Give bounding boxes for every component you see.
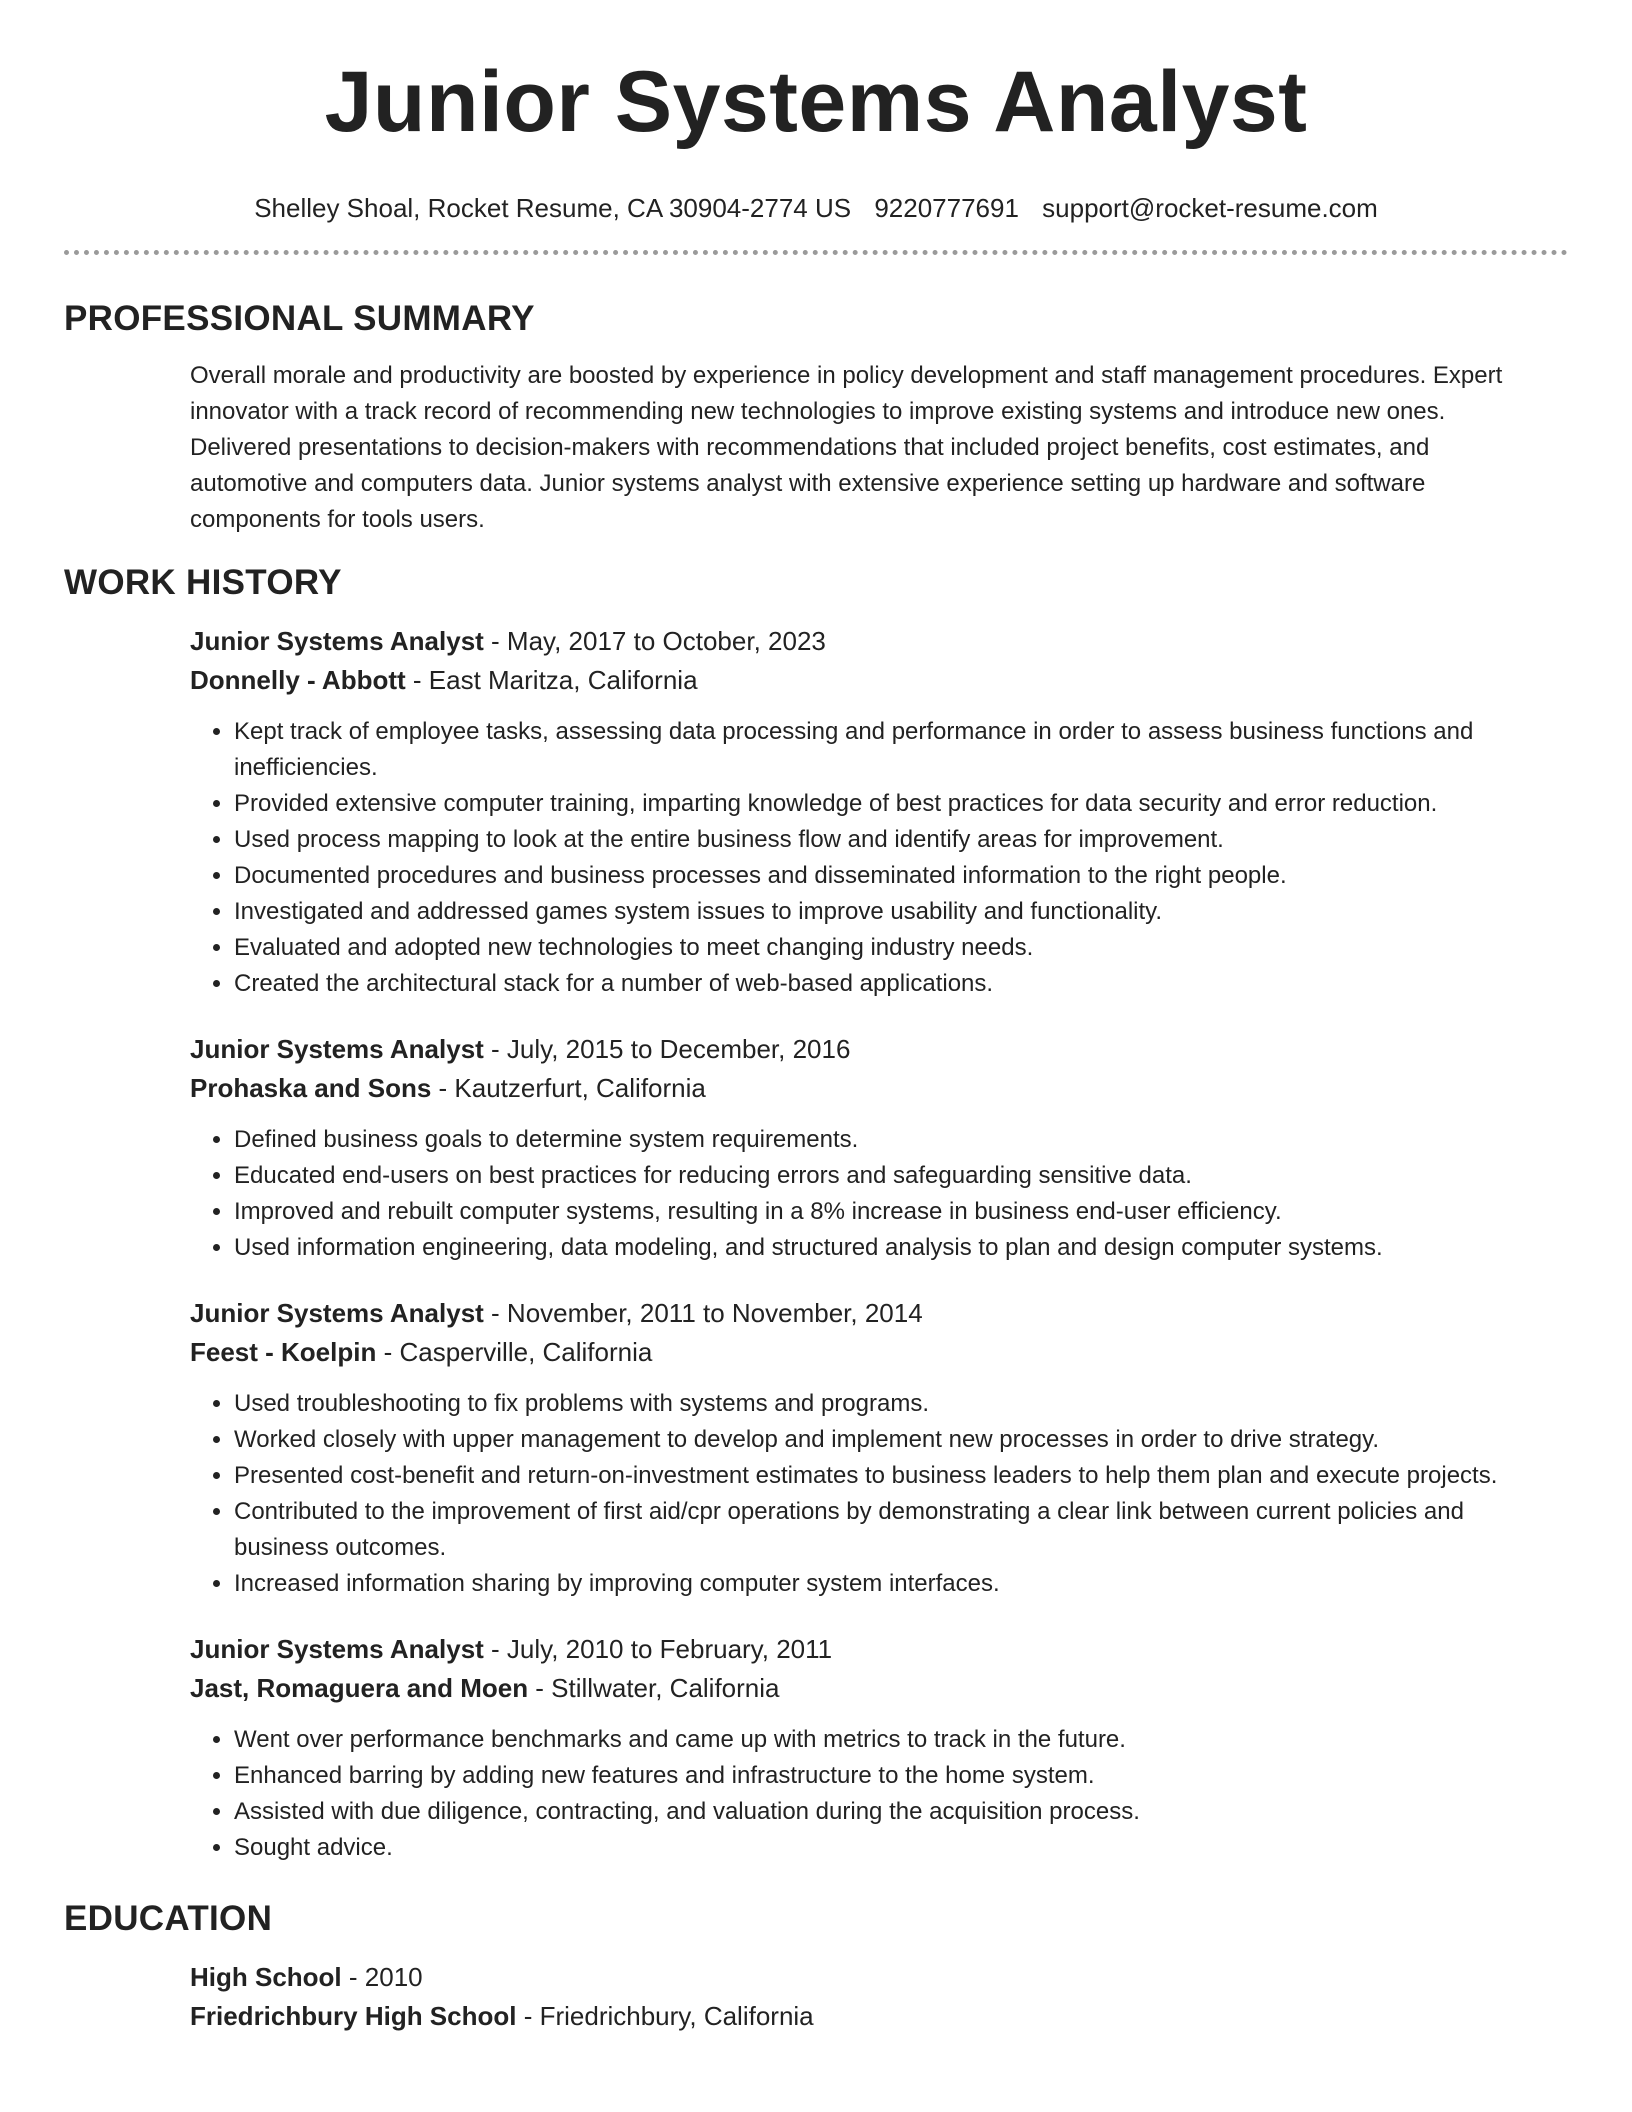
summary-body bbox=[190, 358, 1550, 538]
job-entry bbox=[190, 1030, 1550, 1266]
summary-heading: PROFESSIONAL SUMMARY bbox=[64, 299, 535, 338]
job-bullet: • Provided extensive computer training, imparting knowledge of best practices for data security and error reduction. bbox=[234, 786, 1550, 822]
job-dates: - May, 2017 to October, 2023 bbox=[483, 626, 826, 656]
job-title-line bbox=[190, 1630, 1550, 1669]
job-bullet: • Contributed to the improvement of first aid/cpr operations by demonstrating a clear link between current policies and business outcomes. bbox=[234, 1494, 1550, 1566]
work-history-heading: WORK HISTORY bbox=[64, 563, 342, 602]
job-company: Jast, Romaguera and Moen bbox=[190, 1673, 529, 1703]
job-title-line bbox=[190, 1030, 1550, 1069]
summary-text: Overall morale and productivity are boosted by experience in policy development and staff management procedures. Expert innovator with a track record of recommending new technologies to improve existing systems and introduce new ones. Delivered presentations to decision-makers with recommendations that included project benefits, cost estimates, and automotive and computers data. Junior systems analyst with extensive experience setting up hardware and software components for tools users. bbox=[190, 362, 1503, 533]
job-bullet: • Went over performance benchmarks and came up with metrics to track in the future. bbox=[234, 1722, 1550, 1758]
job-bullet: • Created the architectural stack for a number of web-based applications. bbox=[234, 966, 1550, 1002]
job-bullet: • Used process mapping to look at the entire business flow and identify areas for improvement. bbox=[234, 822, 1550, 858]
job-bullet: • Documented procedures and business processes and disseminated information to the right people. bbox=[234, 858, 1550, 894]
job-bullet: • Evaluated and adopted new technologies to meet changing industry needs. bbox=[234, 930, 1550, 966]
job-entry bbox=[190, 622, 1550, 1002]
job-dates: - July, 2015 to December, 2016 bbox=[483, 1034, 851, 1064]
job-company: Prohaska and Sons bbox=[190, 1073, 432, 1103]
job-bullets bbox=[190, 1722, 1550, 1866]
job-company: Feest - Koelpin bbox=[190, 1337, 377, 1367]
job-dates: - November, 2011 to November, 2014 bbox=[483, 1298, 923, 1328]
job-company-line bbox=[190, 1069, 1550, 1108]
job-bullets bbox=[190, 1122, 1550, 1266]
job-dates: - July, 2010 to February, 2011 bbox=[483, 1634, 833, 1664]
job-location: - East Maritza, California bbox=[405, 665, 698, 695]
job-bullet: • Worked closely with upper management to develop and implement new processes in order to drive strategy. bbox=[234, 1422, 1550, 1458]
education-degree: High School bbox=[190, 1962, 342, 1992]
header-divider bbox=[64, 250, 1568, 255]
job-bullets bbox=[190, 714, 1550, 1002]
job-bullet: • Educated end-users on best practices for reducing errors and safeguarding sensitive data. bbox=[234, 1158, 1550, 1194]
job-company-line bbox=[190, 661, 1550, 700]
job-company-line bbox=[190, 1333, 1550, 1372]
education-location: - Friedrichbury, California bbox=[516, 2001, 814, 2031]
job-bullet: • Increased information sharing by improving computer system interfaces. bbox=[234, 1566, 1550, 1602]
job-bullet: • Enhanced barring by adding new features and infrastructure to the home system. bbox=[234, 1758, 1550, 1794]
work-history-body bbox=[190, 622, 1550, 1866]
contact-phone: 9220777691 bbox=[874, 193, 1019, 223]
job-entry bbox=[190, 1294, 1550, 1602]
job-entry bbox=[190, 1630, 1550, 1866]
job-bullet: • Investigated and addressed games system issues to improve usability and functionality. bbox=[234, 894, 1550, 930]
job-bullet: • Presented cost-benefit and return-on-investment estimates to business leaders to help them plan and execute projects. bbox=[234, 1458, 1550, 1494]
resume-header bbox=[64, 52, 1568, 226]
education-school: Friedrichbury High School bbox=[190, 2001, 517, 2031]
job-bullet: • Sought advice. bbox=[234, 1830, 1550, 1866]
job-bullets bbox=[190, 1386, 1550, 1602]
contact-address: Shelley Shoal, Rocket Resume, CA 30904-2774 US bbox=[254, 193, 852, 223]
job-location: - Stillwater, California bbox=[528, 1673, 780, 1703]
job-bullet: • Used information engineering, data modeling, and structured analysis to plan and design computer systems. bbox=[234, 1230, 1550, 1266]
education-degree-line bbox=[190, 1958, 1550, 1997]
job-role: Junior Systems Analyst bbox=[190, 1034, 484, 1064]
job-role: Junior Systems Analyst bbox=[190, 626, 484, 656]
job-bullet: • Defined business goals to determine system requirements. bbox=[234, 1122, 1550, 1158]
education-school-line bbox=[190, 1997, 1550, 2036]
education-heading: EDUCATION bbox=[64, 1899, 273, 1938]
job-location: - Kautzerfurt, California bbox=[431, 1073, 706, 1103]
job-location: - Casperville, California bbox=[376, 1337, 653, 1367]
contact-email: support@rocket-resume.com bbox=[1042, 193, 1378, 223]
contact-line bbox=[64, 190, 1568, 226]
job-bullet: • Assisted with due diligence, contracting, and valuation during the acquisition process. bbox=[234, 1794, 1550, 1830]
job-role: Junior Systems Analyst bbox=[190, 1634, 484, 1664]
resume-content bbox=[64, 294, 1568, 2036]
education-body bbox=[190, 1958, 1550, 2036]
job-company-line bbox=[190, 1669, 1550, 1708]
candidate-title: Junior Systems Analyst bbox=[324, 54, 1308, 150]
job-title-line bbox=[190, 622, 1550, 661]
education-year: - 2010 bbox=[341, 1962, 423, 1992]
job-bullet: • Used troubleshooting to fix problems with systems and programs. bbox=[234, 1386, 1550, 1422]
job-company: Donnelly - Abbott bbox=[190, 665, 406, 695]
job-bullet: • Improved and rebuilt computer systems, resulting in a 8% increase in business end-user efficiency. bbox=[234, 1194, 1550, 1230]
job-role: Junior Systems Analyst bbox=[190, 1298, 484, 1328]
job-bullet: • Kept track of employee tasks, assessing data processing and performance in order to assess business functions and inefficiencies. bbox=[234, 714, 1550, 786]
job-title-line bbox=[190, 1294, 1550, 1333]
